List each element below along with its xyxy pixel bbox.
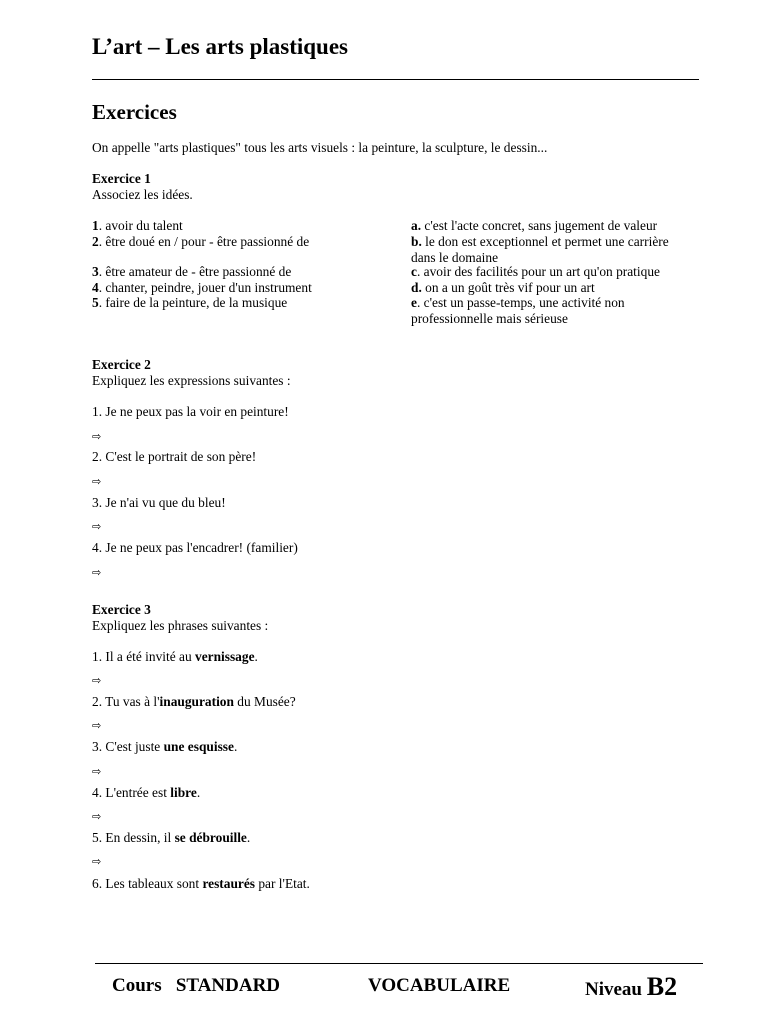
ex1-left-item: 4. chanter, peindre, jouer d'un instrument xyxy=(92,280,312,295)
ex3-instruction: Expliquez les phrases suivantes : xyxy=(92,618,269,633)
footer-rule xyxy=(95,963,703,964)
ex2-item: 1. Je ne peux pas la voir en peinture! xyxy=(92,404,289,419)
footer-course: Cours STANDARD xyxy=(112,975,281,996)
ex1-right-item: b. le don est exceptionnel et permet une carrière dans le domaine xyxy=(411,234,669,265)
section-title: Exercices xyxy=(92,100,177,124)
footer-level: Niveau B2 xyxy=(585,972,678,1001)
arrow-icon: ⇨ xyxy=(92,475,102,488)
ex1-heading: Exercice 1 xyxy=(92,171,151,186)
arrow-icon: ⇨ xyxy=(92,855,102,868)
ex3-item: 1. Il a été invité au vernissage. xyxy=(92,649,258,664)
ex2-item: 4. Je ne peux pas l'encadrer! (familier) xyxy=(92,540,298,555)
arrow-icon: ⇨ xyxy=(92,810,102,823)
ex3-item: 5. En dessin, il se débrouille. xyxy=(92,830,251,845)
ex1-left-item: 5. faire de la peinture, de la musique xyxy=(92,295,288,310)
page-title: L’art – Les arts plastiques xyxy=(92,34,348,59)
header-rule xyxy=(92,79,699,80)
ex3-item: 6. Les tableaux sont restaurés par l'Etat. xyxy=(92,876,310,891)
arrow-icon: ⇨ xyxy=(92,566,102,579)
ex2-item: 3. Je n'ai vu que du bleu! xyxy=(92,495,226,510)
intro-text: On appelle "arts plastiques" tous les arts visuels : la peinture, la sculpture, le dessin... xyxy=(92,140,548,155)
ex1-left-item: 3. être amateur de - être passionné de xyxy=(92,264,292,279)
ex3-heading: Exercice 3 xyxy=(92,602,151,617)
ex1-left-item: 1. avoir du talent xyxy=(92,218,183,233)
ex1-right-item: d. on a un goût très vif pour un art xyxy=(411,280,595,295)
ex1-right-item: e. c'est un passe-temps, une activité non professionnelle mais sérieuse xyxy=(411,295,625,326)
arrow-icon: ⇨ xyxy=(92,719,102,732)
ex1-right-item: a. c'est l'acte concret, sans jugement de valeur xyxy=(411,218,658,233)
arrow-icon: ⇨ xyxy=(92,674,102,687)
ex3-item: 3. C'est juste une esquisse. xyxy=(92,739,238,754)
arrow-icon: ⇨ xyxy=(92,430,102,443)
ex1-right-item: c. avoir des facilités pour un art qu'on pratique xyxy=(411,264,660,279)
ex1-left-item: 2. être doué en / pour - être passionné de xyxy=(92,234,310,249)
arrow-icon: ⇨ xyxy=(92,765,102,778)
ex2-heading: Exercice 2 xyxy=(92,357,151,372)
ex3-item: 2. Tu vas à l'inauguration du Musée? xyxy=(92,694,296,709)
arrow-icon: ⇨ xyxy=(92,520,102,533)
ex1-instruction: Associez les idées. xyxy=(92,187,193,202)
ex3-item: 4. L'entrée est libre. xyxy=(92,785,201,800)
footer-subject: VOCABULAIRE xyxy=(368,975,511,996)
ex2-instruction: Expliquez les expressions suivantes : xyxy=(92,373,291,388)
ex2-item: 2. C'est le portrait de son père! xyxy=(92,449,257,464)
